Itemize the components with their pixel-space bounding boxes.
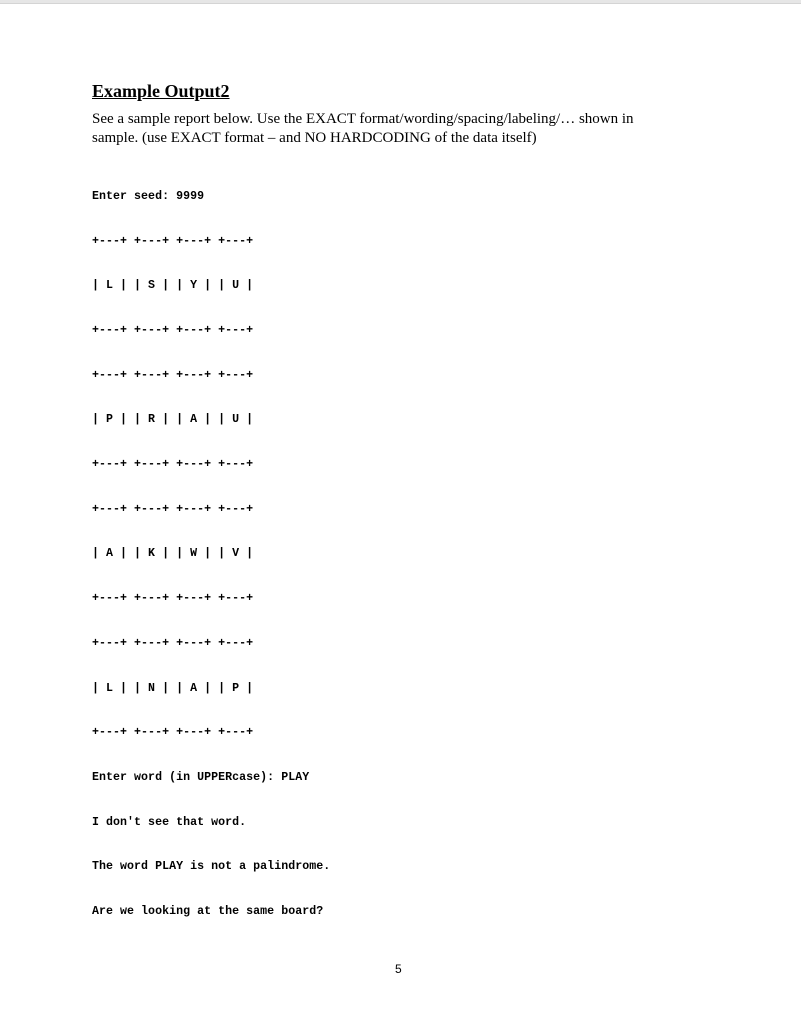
section-heading: Example Output2 [92,81,230,101]
intro-paragraph [92,110,692,148]
console-line-word-prompt: Enter word (in UPPERcase): PLAY [92,770,310,784]
intro-line-2: sample. (use EXACT format – and NO HARDCODING of the data itself) [92,130,537,146]
page-number: 5 [395,962,402,976]
board-row-4-letters: | L | | N | | A | | P | [92,681,254,695]
board-row-3-bottom-border: +---+ +---+ +---+ +---+ [92,592,254,606]
console-line-same-board-question: Are we looking at the same board? [92,905,324,919]
board-row-2-bottom-border: +---+ +---+ +---+ +---+ [92,458,254,472]
board-row-3-top-border: +---+ +---+ +---+ +---+ [92,502,254,516]
board-row-1-bottom-border: +---+ +---+ +---+ +---+ [92,323,254,337]
board-row-1-top-border: +---+ +---+ +---+ +---+ [92,234,254,248]
board-row-1-letters: | L | | S | | Y | | U | [92,279,254,293]
intro-line-1: See a sample report below. Use the EXACT format/wording/spacing/labeling/… shown in [92,111,634,127]
board-row-2-top-border: +---+ +---+ +---+ +---+ [92,368,254,382]
page-top-border [0,0,801,4]
console-line-word-not-found: I don't see that word. [92,815,247,829]
board-row-2-letters: | P | | R | | A | | U | [92,413,254,427]
console-line-seed-prompt: Enter seed: 9999 [92,189,205,203]
console-output [92,160,330,935]
board-row-4-bottom-border: +---+ +---+ +---+ +---+ [92,726,254,740]
board-row-3-letters: | A | | K | | W | | V | [92,547,254,561]
console-line-palindrome-result: The word PLAY is not a palindrome. [92,860,331,874]
board-row-4-top-border: +---+ +---+ +---+ +---+ [92,636,254,650]
